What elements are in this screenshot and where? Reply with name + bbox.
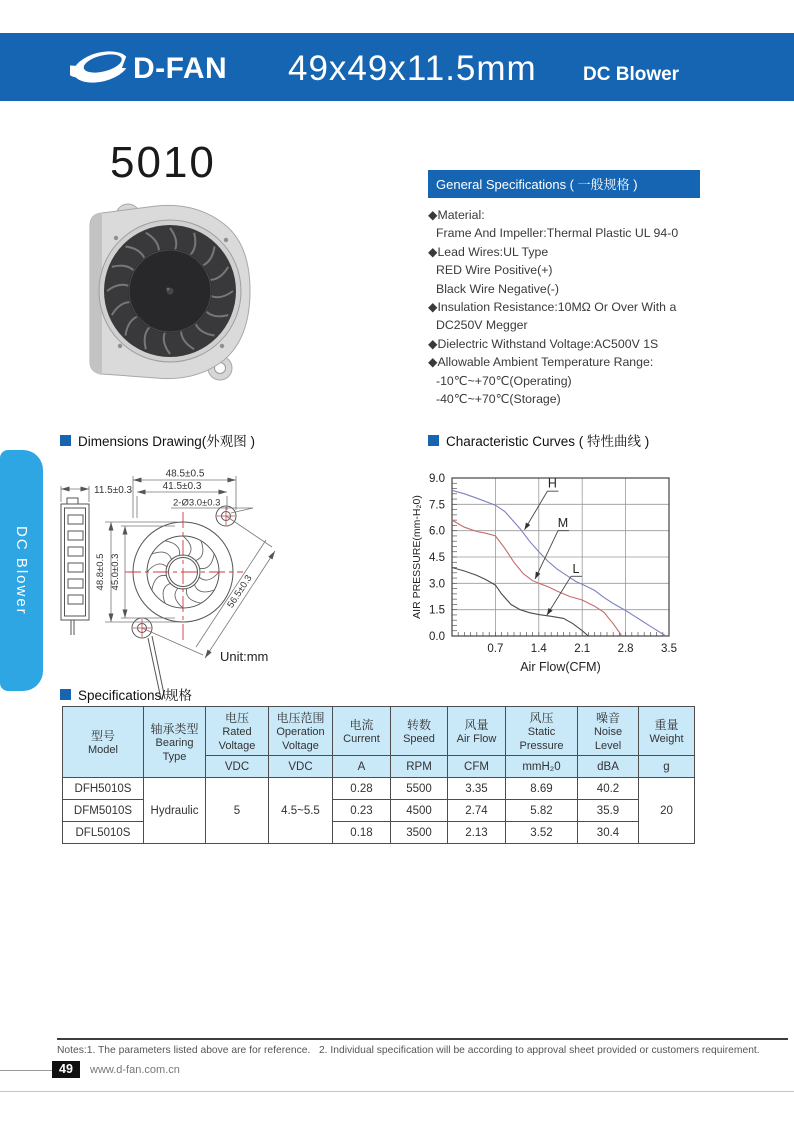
spec-line: ◆Dielectric Withstand Voltage:AC500V 1S <box>428 336 659 351</box>
cell-speed: 3500 <box>391 822 448 844</box>
svg-text:4.5: 4.5 <box>429 552 445 564</box>
photo-impeller <box>104 225 236 357</box>
spec-line: Frame And Impeller:Thermal Plastic UL 94-0 <box>436 226 679 241</box>
spec-line: -40℃~+70℃(Storage) <box>436 392 561 407</box>
cell-operation-voltage: 4.5~5.5 <box>269 778 333 844</box>
col-weight: 重量 Weight <box>639 707 695 756</box>
cell-pressure: 5.82 <box>506 800 578 822</box>
general-specs-title: General Specifications ( 一般规格 ) <box>428 170 700 198</box>
col-rated-voltage: 电压 Rated Voltage <box>206 707 269 756</box>
svg-text:1.4: 1.4 <box>530 643 547 655</box>
curves-section-title: Characteristic Curves ( 特性曲线 ) <box>446 434 650 449</box>
spec-line: Black Wire Negative(-) <box>436 281 559 296</box>
holes-label: 2-Ø3.0±0.3 <box>173 497 221 509</box>
general-specs-panel <box>428 170 700 408</box>
unit-air-flow: CFM <box>448 756 506 778</box>
side-tab-label: DC Blower <box>13 525 30 616</box>
unit-static-pressure: mmH₂0 <box>506 756 578 778</box>
website-url: www.d-fan.com.cn <box>90 1064 180 1076</box>
unit-noise: dBA <box>578 756 639 778</box>
svg-text:H: H <box>547 476 557 491</box>
cell-model: DFH5010S <box>63 778 144 800</box>
general-specs-list <box>428 206 700 408</box>
cell-noise: 30.4 <box>578 822 639 844</box>
table-row <box>63 778 695 800</box>
curves-section-header <box>428 430 649 450</box>
cell-model: DFM5010S <box>63 800 144 822</box>
section-bullet-icon <box>60 435 71 446</box>
svg-text:2.8: 2.8 <box>617 643 634 655</box>
depth-dimension <box>61 486 89 502</box>
spec-line: DC250V Megger <box>436 318 528 333</box>
dfan-logo-icon <box>70 47 132 92</box>
unit-weight: g <box>639 756 695 778</box>
width-outer-label: 48.5±0.5 <box>165 468 205 480</box>
depth-label: 11.5±0.3 <box>94 485 133 496</box>
specs-section-title: Specifications/规格 <box>78 688 193 703</box>
cell-air-flow: 2.74 <box>448 800 506 822</box>
cell-noise: 40.2 <box>578 778 639 800</box>
col-model: 型号 Model <box>63 707 144 778</box>
brand-name: D-FAN <box>133 52 228 85</box>
page-badge-line <box>0 1070 52 1071</box>
svg-text:M: M <box>557 516 569 531</box>
spec-line: -10℃~+70℃(Operating) <box>436 373 572 388</box>
unit-label: Unit:mm <box>220 649 269 664</box>
col-air-flow: 风量 Air Flow <box>448 707 506 756</box>
cell-speed: 4500 <box>391 800 448 822</box>
svg-text:9.0: 9.0 <box>429 473 445 485</box>
dimensions-drawing <box>55 452 405 702</box>
svg-text:0.7: 0.7 <box>487 643 504 655</box>
table-header-row <box>63 707 695 756</box>
section-bullet-icon <box>428 435 439 446</box>
col-current: 电流 Current <box>333 707 391 756</box>
model-number: 5010 <box>110 138 216 187</box>
svg-text:7.5: 7.5 <box>429 499 445 512</box>
svg-text:3.5: 3.5 <box>661 643 677 655</box>
bottom-rule <box>0 1091 794 1092</box>
spec-line: RED Wire Positive(+) <box>436 263 553 278</box>
cell-model: DFL5010S <box>63 822 144 844</box>
cell-weight: 20 <box>639 778 695 844</box>
front-view <box>132 506 236 699</box>
svg-text:AIR PRESSURE(mm-H₂0): AIR PRESSURE(mm-H₂0) <box>411 495 423 619</box>
col-noise: 噪音 Noise Level <box>578 707 639 756</box>
col-operation-voltage: 电压范围 Operation Voltage <box>269 707 333 756</box>
svg-text:3.0: 3.0 <box>429 578 445 591</box>
section-bullet-icon <box>60 689 71 700</box>
cell-current: 0.23 <box>333 800 391 822</box>
width-inner-label: 41.5±0.3 <box>162 481 202 492</box>
spec-line: ◆Insulation Resistance:10MΩ Or Over With a <box>428 300 677 315</box>
spec-line: ◆Allowable Ambient Temperature Range: <box>428 355 654 370</box>
svg-text:L: L <box>572 561 580 576</box>
col-static-pressure: 风压 Static Pressure <box>506 707 578 756</box>
svg-text:Air Flow(CFM): Air Flow(CFM) <box>520 660 601 674</box>
specs-section-header <box>60 684 192 704</box>
spec-line: ◆Lead Wires:UL Type <box>428 244 549 259</box>
svg-text:1.5: 1.5 <box>429 604 445 617</box>
cell-pressure: 8.69 <box>506 778 578 800</box>
cell-current: 0.18 <box>333 822 391 844</box>
diagonal-label: 56.5±0.3 <box>225 573 255 611</box>
unit-operation-voltage: VDC <box>269 756 333 778</box>
page-number-badge: 49 <box>52 1061 80 1078</box>
side-tab-dc-blower <box>0 450 43 691</box>
cell-speed: 5500 <box>391 778 448 800</box>
unit-rated-voltage: VDC <box>206 756 269 778</box>
header-bar <box>0 33 794 101</box>
svg-text:2.1: 2.1 <box>574 643 591 655</box>
spec-line: ◆Material: <box>428 208 485 222</box>
centerlines <box>125 512 243 642</box>
col-bearing: 轴承类型 Bearing Type <box>144 707 206 778</box>
cell-air-flow: 3.35 <box>448 778 506 800</box>
dimensions-section-title: Dimensions Drawing(外观图 ) <box>78 434 256 449</box>
unit-speed: RPM <box>391 756 448 778</box>
col-speed: 转数 Speed <box>391 707 448 756</box>
dimensions-section-header <box>60 430 255 450</box>
product-photo <box>78 196 268 401</box>
cell-pressure: 3.52 <box>506 822 578 844</box>
cell-current: 0.28 <box>333 778 391 800</box>
cell-noise: 35.9 <box>578 800 639 822</box>
cell-air-flow: 2.13 <box>448 822 506 844</box>
height-outer-label: 48.8±0.5 <box>95 553 106 591</box>
characteristic-curves-chart <box>410 462 695 680</box>
product-category: DC Blower <box>583 64 680 85</box>
side-view <box>61 498 89 635</box>
height-inner-label: 45.0±0.3 <box>110 553 121 591</box>
page-title: 49x49x11.5mm <box>288 49 537 88</box>
specifications-table <box>62 706 695 844</box>
cell-bearing: Hydraulic <box>144 778 206 844</box>
svg-text:0.0: 0.0 <box>429 631 445 643</box>
footer-notes: Notes:1. The parameters listed above are for reference. 2. Individual specification will be according to approval sheet provided or customers requirement. <box>57 1045 760 1056</box>
unit-current: A <box>333 756 391 778</box>
footer-rule <box>57 1038 788 1040</box>
cell-rated-voltage: 5 <box>206 778 269 844</box>
svg-text:6.0: 6.0 <box>429 525 445 538</box>
